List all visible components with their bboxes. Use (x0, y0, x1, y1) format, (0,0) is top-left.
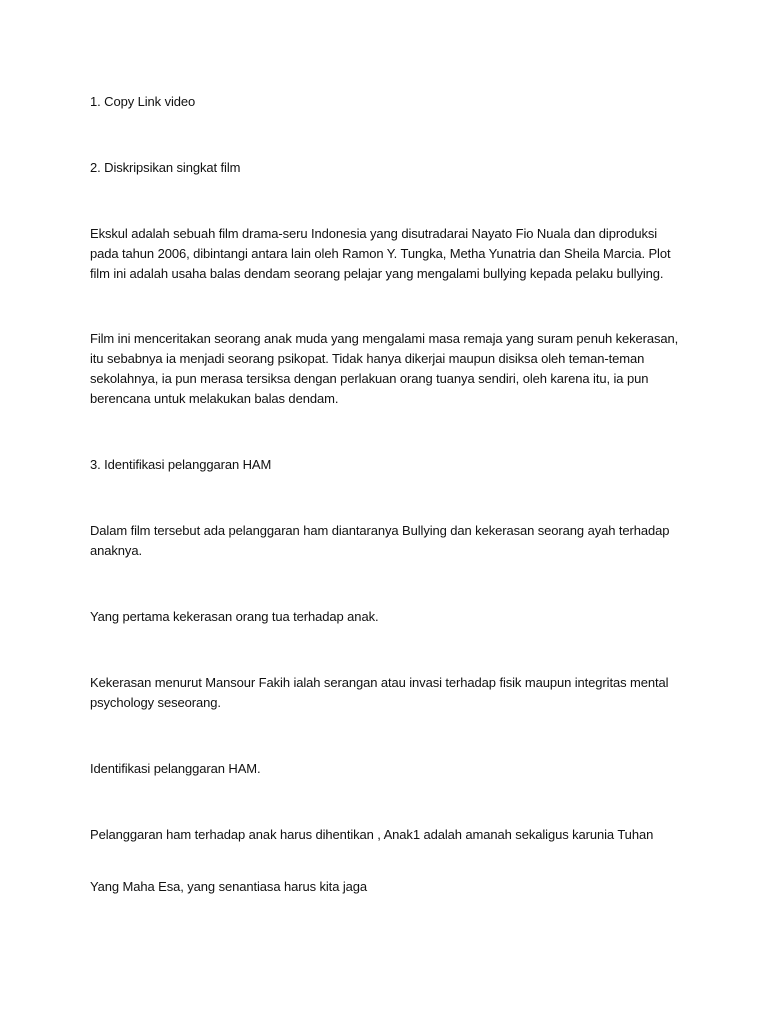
item-film-description-heading: 2. Diskripsikan singkat film (90, 160, 241, 175)
paragraph-maha-esa: Yang Maha Esa, yang senantiasa harus kita jaga (90, 879, 368, 894)
item-identify-violation-heading: 3. Identifikasi pelanggaran HAM (90, 457, 272, 472)
paragraph-violence-definition: Kekerasan menurut Mansour Fakih ialah serangan atau invasi terhadap fisik maupun integritas mental psychology seseorang. (90, 675, 669, 710)
paragraph-film-story: Film ini menceritakan seorang anak muda yang mengalami masa remaja yang suram penuh kekerasan, itu sebabnya ia menjadi seorang psikopat. Tidak hanya dikerjai maupun disiksa oleh teman-teman sekolahnya, ia pun merasa tersiksa dengan perlakuan orang tuanya sendiri, oleh karena itu, ia pun berencana untuk melakukan balas dendam. (90, 331, 679, 406)
paragraph-violations: Dalam film tersebut ada pelanggaran ham diantaranya Bullying dan kekerasan seorang ayah terhadap anaknya. (90, 523, 670, 558)
paragraph-film-summary: Ekskul adalah sebuah film drama-seru Indonesia yang disutradarai Nayato Fio Nuala dan diproduksi pada tahun 2006, dibintangi antara lain oleh Ramon Y. Tungka, Metha Yunatria dan Sheila Marcia. Plot film ini adalah usaha balas dendam seorang pelajar yang mengalami bullying kepada pelaku bullying. (90, 226, 671, 281)
paragraph-first-violation: Yang pertama kekerasan orang tua terhadap anak. (90, 609, 379, 624)
item-copy-link-video: 1. Copy Link video (90, 94, 196, 109)
paragraph-identify-violation: Identifikasi pelanggaran HAM. (90, 761, 261, 776)
paragraph-stop-violation: Pelanggaran ham terhadap anak harus dihentikan , Anak1 adalah amanah sekaligus karunia Tuhan (90, 827, 654, 842)
